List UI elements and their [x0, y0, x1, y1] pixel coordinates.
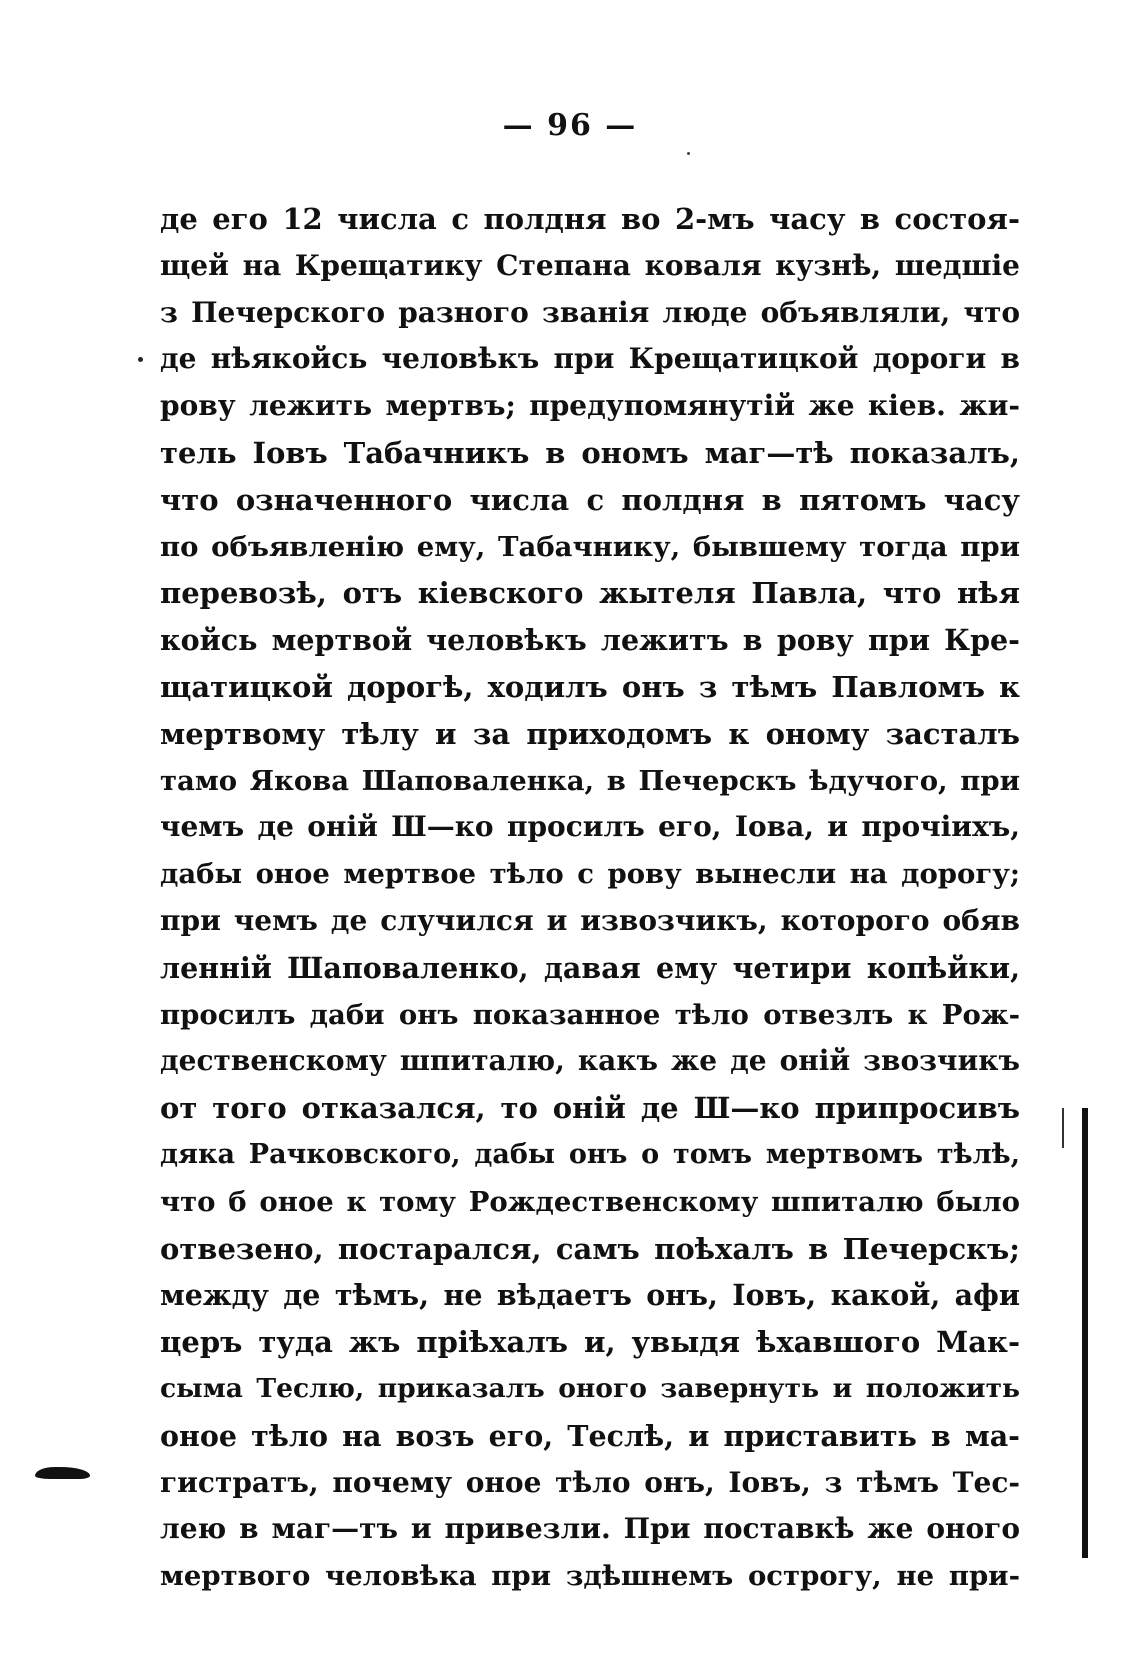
text-line: отвезено, постарался, самъ поѣхалъ в Печерскъ;: [160, 1231, 1020, 1266]
text-line: дабы оное мертвое тѣло с рову вынесли на дорогу;: [160, 858, 1020, 891]
margin-ink-mark: [35, 1467, 90, 1479]
text-line: дяка Рачковского, дабы онъ о томъ мертвомъ тѣлѣ,: [160, 1138, 1020, 1170]
text-line: з Печерского разного званія люде объявляли, что: [160, 295, 1020, 329]
text-line: де нѣякойсь человѣкъ при Крещатицкой дороги в: [160, 342, 1020, 376]
page-number: — 96 —: [502, 108, 638, 143]
text-line: по объявленію ему, Табачнику, бывшему тогда при: [160, 530, 1020, 563]
text-line: от того отказался, то оній де Ш—ко припросивъ: [160, 1091, 1020, 1126]
text-line: дественскому шпиталю, какъ же де оній звозчикъ: [160, 1044, 1020, 1078]
text-line: сыма Теслю, приказалъ оного завернуть и положить: [160, 1372, 1020, 1404]
text-line: щатицкой дорогѣ, ходилъ онъ з тѣмъ Павломъ к: [160, 669, 1020, 704]
margin-dot: [138, 357, 143, 362]
text-line: ленній Шаповаленко, давая ему четири копѣйки,: [160, 950, 1020, 985]
text-line: гистратъ, почему оное тѣло онъ, Іовъ, з тѣмъ Тес-: [160, 1465, 1020, 1499]
text-line: рову лежить мертвъ; предупомянутій же кіев. жи-: [160, 389, 1020, 423]
text-line: при чемъ де случился и извозчикъ, которого обяв: [160, 903, 1020, 937]
text-line: тамо Якова Шаповаленка, в Печерскъ ѣдучого, при: [160, 764, 1020, 797]
text-line: лею в маг—тъ и привезли. При поставкѣ же оного: [160, 1512, 1020, 1546]
text-line: чемъ де оній Ш—ко просилъ его, Іова, и прочіихъ,: [160, 810, 1020, 844]
text-line: что б оное к тому Рождественскому шпиталю было: [160, 1185, 1020, 1218]
body-text: [160, 196, 1020, 1600]
text-line: койсь мертвой человѣкъ лежитъ в рову при Кре-: [160, 623, 1020, 658]
text-line: де его 12 числа с полдня во 2-мъ часу в состоя-: [160, 202, 1020, 236]
text-line: щей на Крещатику Степана коваля кузнѣ, шедшіе: [160, 248, 1020, 282]
text-line: что означенного числа с полдня в пятомъ часу: [160, 482, 1020, 517]
text-line: оное тѣло на возъ его, Теслѣ, и приставить в ма-: [160, 1418, 1020, 1453]
text-line: просилъ даби онъ показанное тѣло отвезлъ к Рож-: [160, 998, 1020, 1031]
text-line: мертвому тѣлу и за приходомъ к оному засталъ: [160, 716, 1020, 751]
text-line: перевозѣ, отъ кіевского жытеля Павла, что нѣя: [160, 576, 1020, 611]
text-line: между де тѣмъ, не вѣдаетъ онъ, Іовъ, какой, афи: [160, 1278, 1020, 1313]
text-line: церъ туда жъ пріѣхалъ и, увыдя ѣхавшого Мак-: [160, 1325, 1020, 1360]
print-speck: [687, 152, 690, 155]
scan-edge-bar: [1082, 1108, 1088, 1558]
text-line: мертвого человѣка при здѣшнемъ острогу, не при-: [160, 1560, 1020, 1593]
text-line: тель Іовъ Табачникъ в ономъ маг—тѣ показалъ,: [160, 435, 1020, 470]
scan-edge-tick: [1062, 1108, 1064, 1148]
